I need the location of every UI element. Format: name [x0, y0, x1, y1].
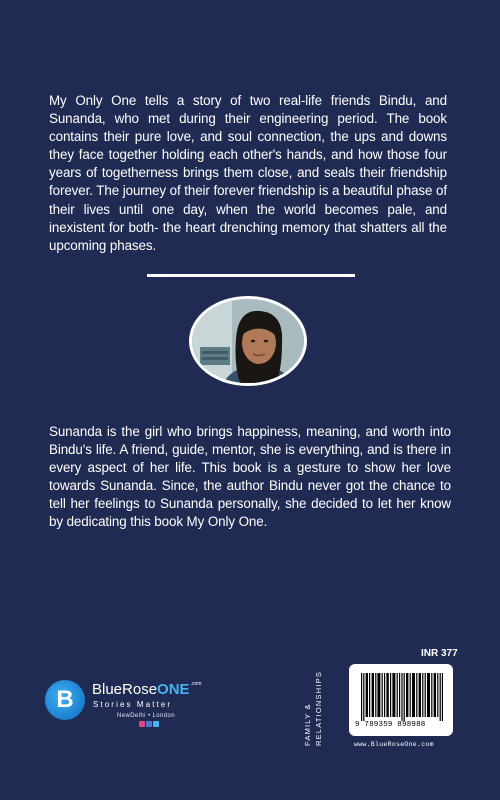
publisher-locations: NewDelhi • London: [117, 713, 175, 719]
genre-line-1: FAMILY &: [303, 703, 312, 746]
divider-line: [147, 274, 355, 277]
publisher-name-suffix: .com: [190, 681, 202, 687]
isbn-number: 9 789359 898988: [355, 721, 426, 729]
logo-letter: B: [56, 686, 74, 713]
author-photo: [189, 296, 307, 386]
book-blurb: My Only One tells a story of two real-life friends Bindu, and Sunanda, who met during their engineering period. The book contains their pure love, and soul connection, the ups and downs they face together holding each other's hands, and how those four years of togetherness brings them close, and seals their friendship forever. The journey of their forever friendship is a beautiful phase of their lives until one day, when the world becomes pale, and inexistent for both- the heart drenching memory that shatters all the upcoming phases.: [49, 93, 447, 253]
author-portrait-image: [192, 299, 307, 386]
barcode-icon: [361, 673, 445, 721]
author-bio: Sunanda is the girl who brings happiness, meaning, and worth into Bindu's life. A friend, guide, mentor, she is everything, and is there in every aspect of her life. This book is a gesture to show her love towards Sunanda. Since, the author Bindu never got the chance to tell her feelings to Sunanda personally, she decided to let her know by dedicating this book My Only One.: [49, 424, 451, 530]
publisher-name-part2: ONE: [157, 681, 190, 698]
publisher-logo: [45, 680, 85, 720]
facebook-icon: [146, 721, 152, 727]
author-photo-frame: [189, 296, 311, 386]
instagram-icon: [139, 721, 145, 727]
genre-label: [303, 671, 325, 746]
publisher-website: www.BlueRoseOne.com: [354, 741, 434, 748]
isbn-barcode: [349, 664, 453, 736]
genre-line-2: RELATIONSHIPS: [314, 670, 323, 746]
publisher-name-part1: BlueRose: [92, 681, 158, 698]
social-icons: [139, 721, 159, 727]
twitter-icon: [153, 721, 159, 727]
price-label: INR 377: [421, 648, 458, 659]
publisher-tagline: Stories Matter: [93, 700, 173, 709]
publisher-name: [92, 681, 201, 698]
